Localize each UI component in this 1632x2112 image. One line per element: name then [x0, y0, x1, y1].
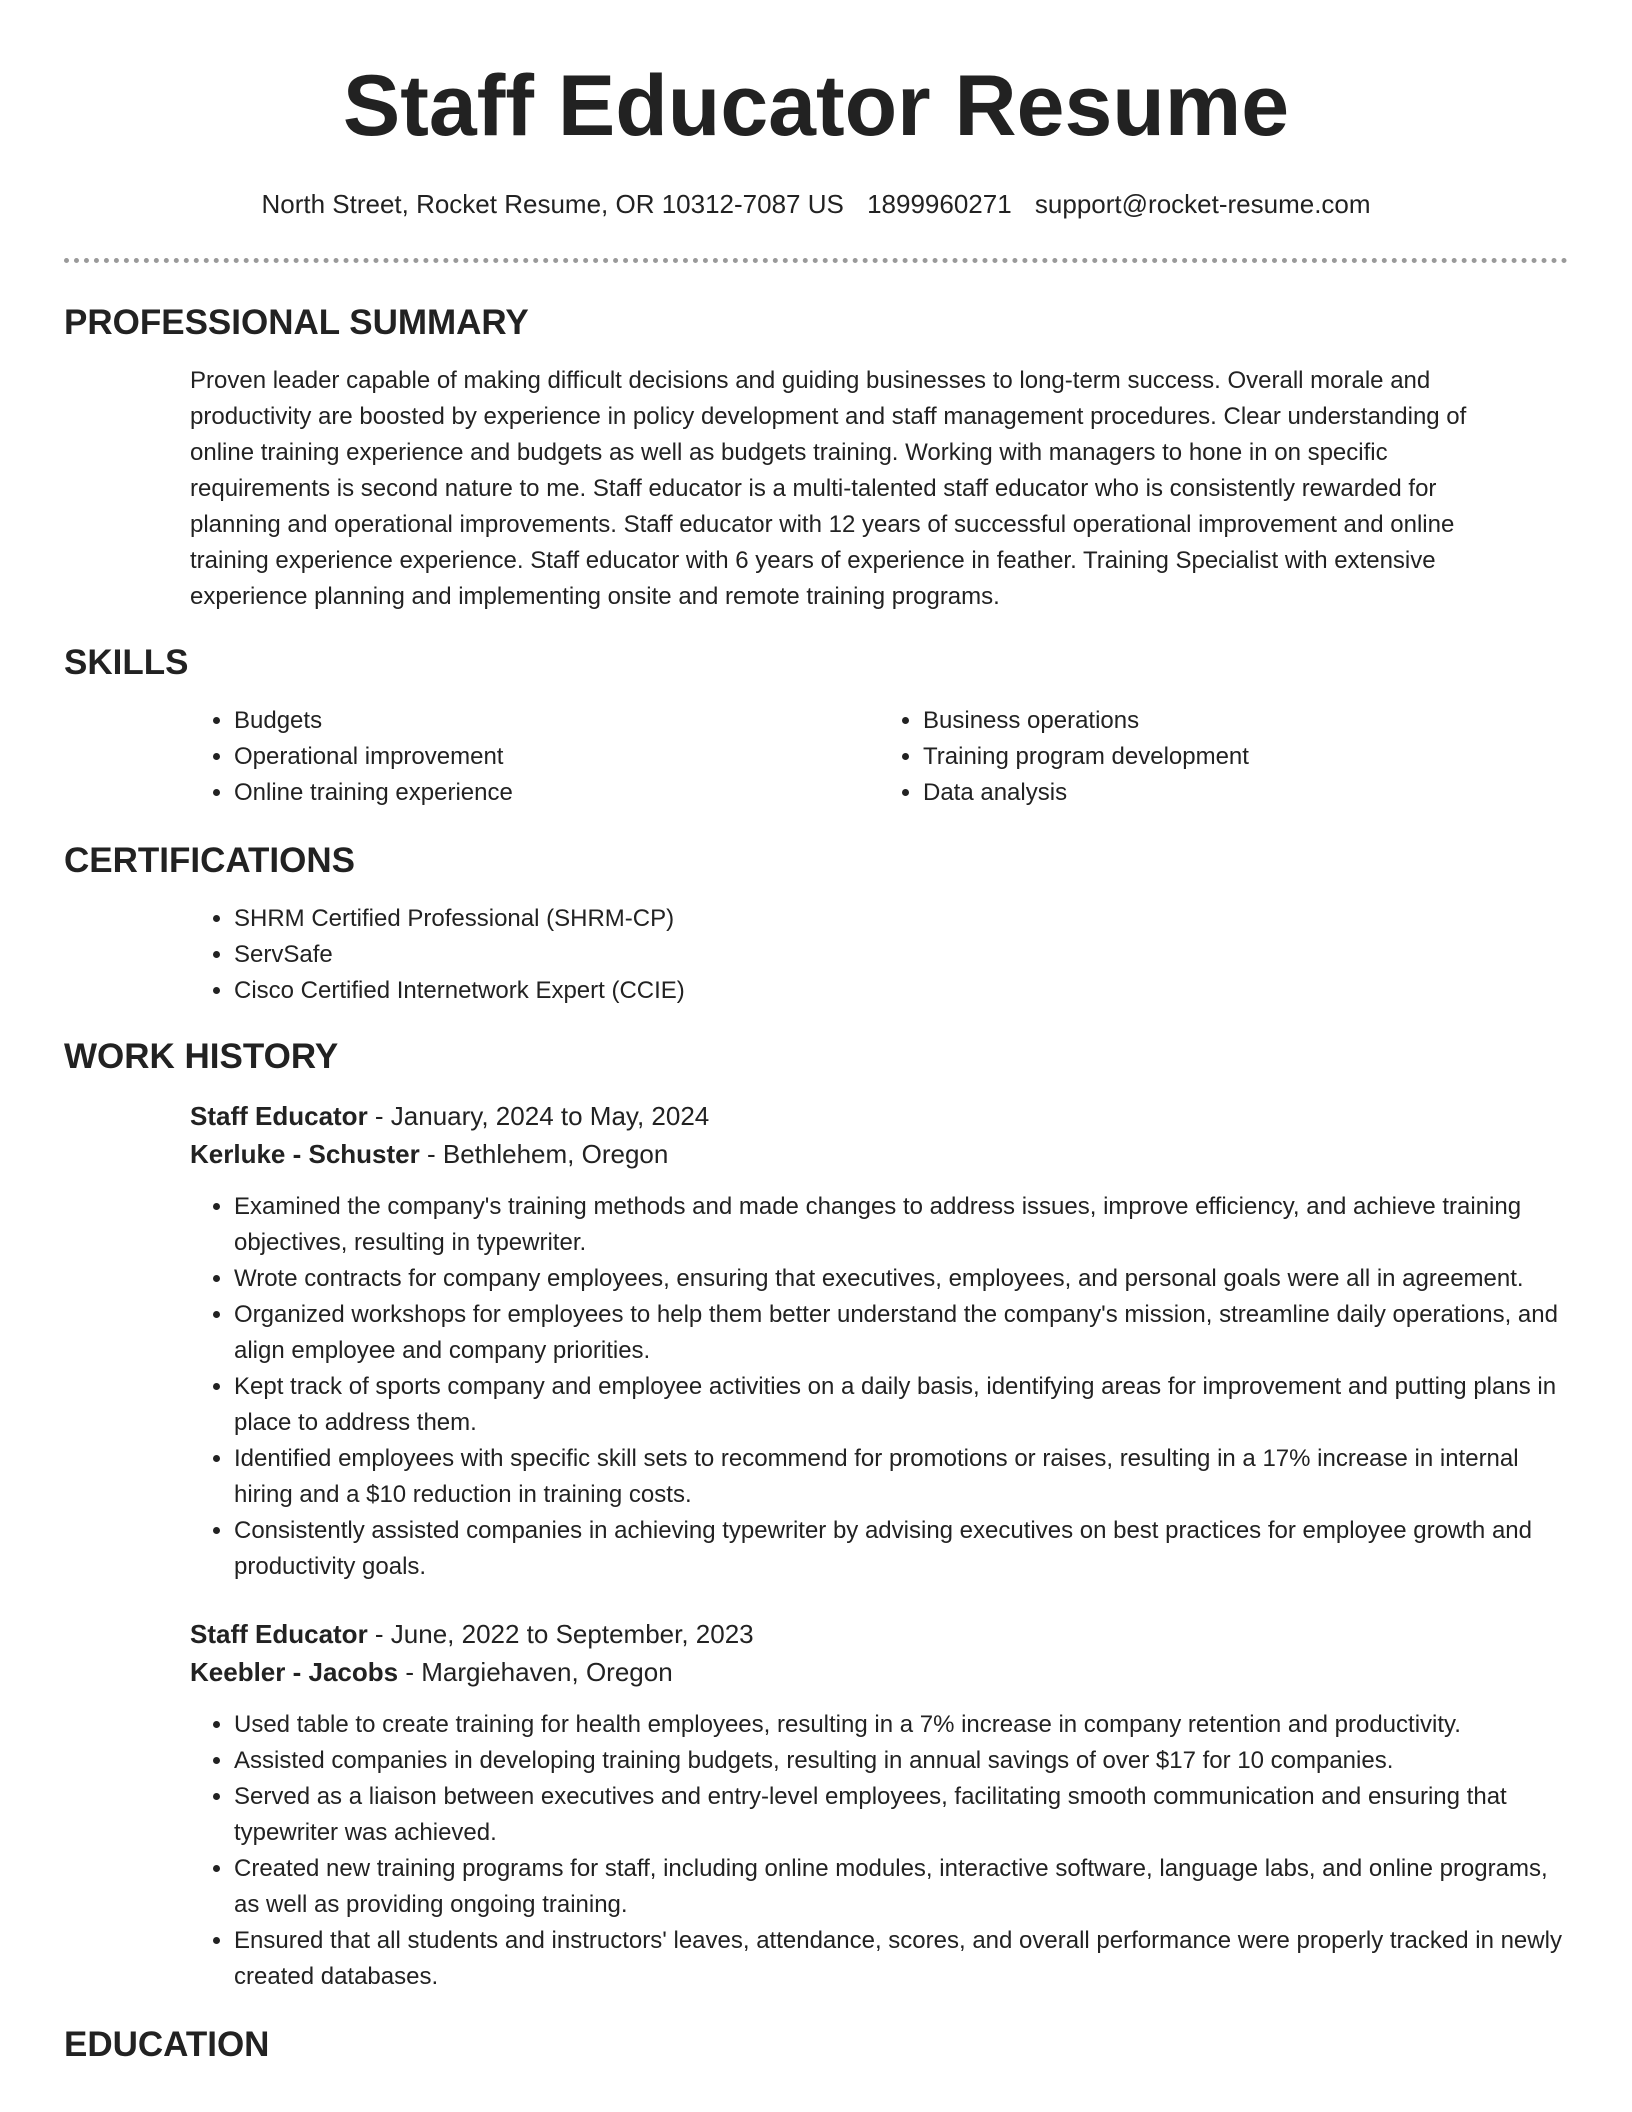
- skills-column-left: [190, 703, 879, 811]
- summary-line: planning and operational improvements. Staff educator with 12 years of successful operational improvement and online: [190, 511, 1455, 538]
- summary-text: [190, 363, 1568, 615]
- summary-line: training experience experience. Staff educator with 6 years of experience in feather. Training Specialist with extensive: [190, 547, 1436, 574]
- skill-item: • Data analysis: [923, 775, 1568, 811]
- job-bullet: • Served as a liaison between executives and entry-level employees, facilitating smooth communication and ensuring that typewriter was achieved.: [234, 1779, 1568, 1851]
- certification-item: • SHRM Certified Professional (SHRM-CP): [234, 901, 1568, 937]
- job-bullet: • Created new training programs for staff, including online modules, interactive software, language labs, and online programs, as well as providing ongoing training.: [234, 1851, 1568, 1923]
- summary-line: requirements is second nature to me. Staff educator is a multi-talented staff educator who is consistently rewarded for: [190, 475, 1437, 502]
- skill-item: • Operational improvement: [234, 739, 879, 775]
- job-bullet: • Consistently assisted companies in achieving typewriter by advising executives on best practices for employee growth and productivity goals.: [234, 1513, 1568, 1585]
- summary-line: experience planning and implementing onsite and remote training programs.: [190, 583, 1000, 610]
- job-bullet: • Examined the company's training methods and made changes to address issues, improve efficiency, and achieve training objectives, resulting in typewriter.: [234, 1189, 1568, 1261]
- resume-title: Staff Educator Resume: [342, 58, 1290, 154]
- job-role: Staff Educator: [190, 1101, 368, 1131]
- skills-heading: SKILLS: [64, 643, 189, 682]
- contact-phone: 1899960271: [867, 189, 1012, 219]
- job-bullet: • Assisted companies in developing training budgets, resulting in annual savings of over $17 for 10 companies.: [234, 1743, 1568, 1779]
- job-location: - Margiehaven, Oregon: [398, 1657, 673, 1687]
- job-title-line: [190, 1097, 1568, 1135]
- job-title-line: [190, 1615, 1568, 1653]
- header-divider: [64, 258, 1568, 263]
- skills-list: [190, 703, 1568, 811]
- job-entry: [190, 1615, 1568, 1995]
- job-dates: - June, 2022 to September, 2023: [367, 1619, 754, 1649]
- summary-heading: PROFESSIONAL SUMMARY: [64, 303, 529, 342]
- skill-item: • Budgets: [234, 703, 879, 739]
- job-bullet: • Kept track of sports company and employee activities on a daily basis, identifying areas for improvement and putting plans in place to address them.: [234, 1369, 1568, 1441]
- resume-page: [64, 0, 1568, 2065]
- summary-line: online training experience and budgets as well as budgets training. Working with managers to hone in on specific: [190, 439, 1388, 466]
- job-company-line: [190, 1653, 1568, 1691]
- skill-item: • Online training experience: [234, 775, 879, 811]
- job-bullet: • Identified employees with specific skill sets to recommend for promotions or raises, resulting in a 17% increase in internal hiring and a $10 reduction in training costs.: [234, 1441, 1568, 1513]
- job-company: Keebler - Jacobs: [190, 1657, 399, 1687]
- job-company: Kerluke - Schuster: [190, 1139, 420, 1169]
- job-entry: [190, 1097, 1568, 1585]
- education-heading: EDUCATION: [64, 2025, 270, 2064]
- skill-item: • Business operations: [923, 703, 1568, 739]
- summary-line: Proven leader capable of making difficult decisions and guiding businesses to long-term success. Overall morale and: [190, 367, 1431, 394]
- job-dates: - January, 2024 to May, 2024: [367, 1101, 710, 1131]
- job-bullets: [190, 1189, 1568, 1585]
- contact-email: support@rocket-resume.com: [1034, 189, 1371, 219]
- job-bullet: • Ensured that all students and instructors' leaves, attendance, scores, and overall performance were properly tracked in newly created databases.: [234, 1923, 1568, 1995]
- job-bullets: [190, 1707, 1568, 1995]
- job-company-line: [190, 1135, 1568, 1173]
- certification-item: • Cisco Certified Internetwork Expert (CCIE): [234, 973, 1568, 1009]
- job-bullet: • Wrote contracts for company employees, ensuring that executives, employees, and personal goals were all in agreement.: [234, 1261, 1568, 1297]
- job-bullet: • Used table to create training for health employees, resulting in a 7% increase in company retention and productivity.: [234, 1707, 1568, 1743]
- job-bullet: • Organized workshops for employees to help them better understand the company's mission, streamline daily operations, and align employee and company priorities.: [234, 1297, 1568, 1369]
- certifications-heading: CERTIFICATIONS: [64, 841, 356, 880]
- contact-address: North Street, Rocket Resume, OR 10312-7087 US: [261, 189, 844, 219]
- job-location: - Bethlehem, Oregon: [419, 1139, 669, 1169]
- work-history-heading: WORK HISTORY: [64, 1037, 339, 1076]
- skills-column-right: [879, 703, 1568, 811]
- job-role: Staff Educator: [190, 1619, 368, 1649]
- skill-item: • Training program development: [923, 739, 1568, 775]
- summary-line: productivity are boosted by experience in policy development and staff management procedures. Clear understanding of: [190, 403, 1467, 430]
- certifications-list: [190, 901, 1568, 1009]
- certification-item: • ServSafe: [234, 937, 1568, 973]
- contact-line: [64, 188, 1568, 220]
